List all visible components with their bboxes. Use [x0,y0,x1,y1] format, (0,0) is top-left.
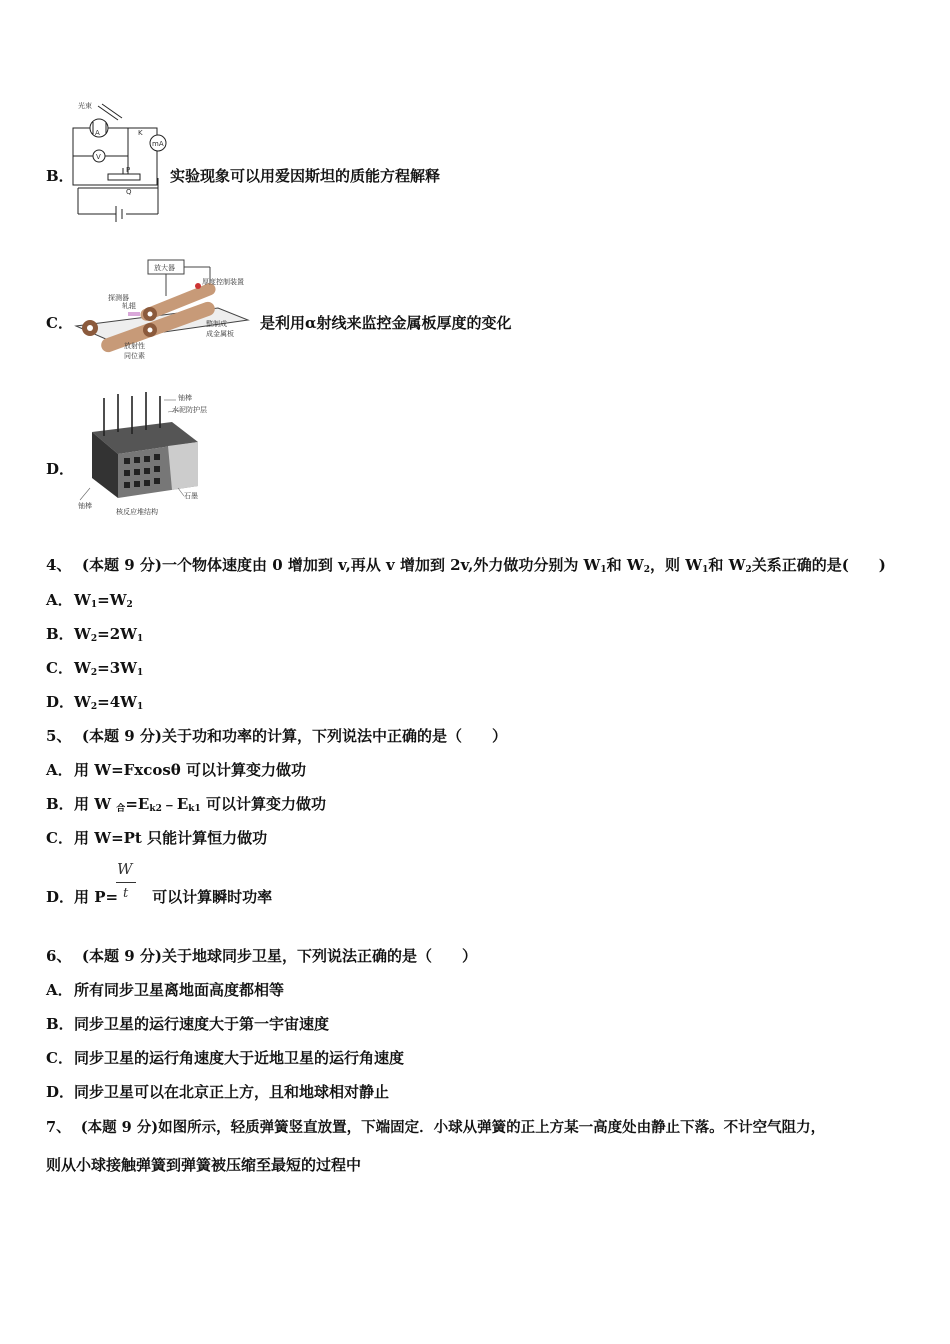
q4-option-c: C．$W_2=3W_1$ [46,659,144,678]
cathode-label: K [138,129,143,137]
source-label-1: 放射性 [124,342,145,350]
roller-label: 轧辊 [122,302,136,310]
option-d-letter: D． [46,460,75,478]
source-label-2: 同位素 [124,352,145,360]
fraction-denominator: t [123,886,129,901]
option-b-text: 实验现象可以用爱因斯坦的质能方程解释 [170,167,441,185]
plate-label-2: 成金属板 [206,330,234,338]
voltmeter-label: V [96,153,101,161]
option-c-text: 是利用α射线来监控金属板厚度的变化 [260,314,512,332]
fraction-numerator: W [117,860,133,878]
q6-stem: 6、 (本题 9 分)关于地球同步卫星，下列说法正确的是（ ） [46,947,477,965]
q5-option-d: D．用 P= 可以计算瞬时功率 [46,888,273,906]
q6-option-a: A．所有同步卫星离地面高度都相等 [46,981,285,999]
uranium-rod-label-2: 铀棒 [78,502,92,510]
q4-stem: 4、 (本题 9 分)一个物体速度由 0 增加到 v,再从 v 增加到 2v,外力做功分别为 $W_1$和 $W_2$，则 $W_1$和 $W_2$关系正确的是( ) [46,556,886,575]
q4-option-d: D．$W_2=4W_1$ [46,693,144,712]
uranium-rod-label: 铀棒 [178,394,192,402]
q5-option-b: B．用 W $_合=E_{k2}﹣E_{k1}$ 可以计算变力做功 [46,795,326,814]
photoelectric-circuit-figure [68,98,172,222]
q7-stem-line2: 则从小球接触弹簧到弹簧被压缩至最短的过程中 [46,1156,362,1174]
slider-q-label: Q [126,188,132,196]
q4-option-a: A．$W_1=W_2$ [46,591,133,610]
reactor-caption: 核反应堆结构 [116,508,158,516]
amplifier-label: 放大器 [154,264,175,272]
ammeter-label: mA [152,140,164,148]
q6-option-b: B．同步卫星的运行速度大于第一宇宙速度 [46,1015,330,1033]
nuclear-reactor-figure [68,392,218,516]
concrete-layer-label: 水泥防护层 [172,406,207,414]
slider-p-label: P [126,166,131,174]
q4-option-b: B．$W_2=2W_1$ [46,625,144,644]
thickness-gauge-figure [68,256,260,364]
q7-stem-line1: 7、 (本题 9 分)如图所示，轻质弹簧竖直放置，下端固定．小球从弹簧的正上方某一高度处由静止下落。不计空气阻力， [46,1119,826,1136]
q6-option-c: C．同步卫星的运行角速度大于近地卫星的运行角速度 [46,1049,405,1067]
fraction-bar [116,882,136,883]
q5-option-a: A．用 W=Fxcosθ 可以计算变力做功 [46,761,307,779]
plate-label-1: 整制成 [206,320,227,328]
q6-option-d: D．同步卫星可以在北京正上方，且和地球相对静止 [46,1083,390,1101]
option-c-letter: C． [46,314,73,332]
q5-stem: 5、 (本题 9 分)关于功和功率的计算，下列说法中正确的是（ ） [46,727,507,745]
control-device-label: 厚度控制装置 [202,278,244,286]
option-b-letter: B． [46,167,74,185]
light-beam-label: 光束 [78,102,92,110]
graphite-label: 石墨 [184,492,198,500]
detector-label: 探测器 [108,294,129,302]
q5-option-c: C．用 W=Pt 只能计算恒力做功 [46,829,268,847]
anode-label: A [95,129,100,137]
